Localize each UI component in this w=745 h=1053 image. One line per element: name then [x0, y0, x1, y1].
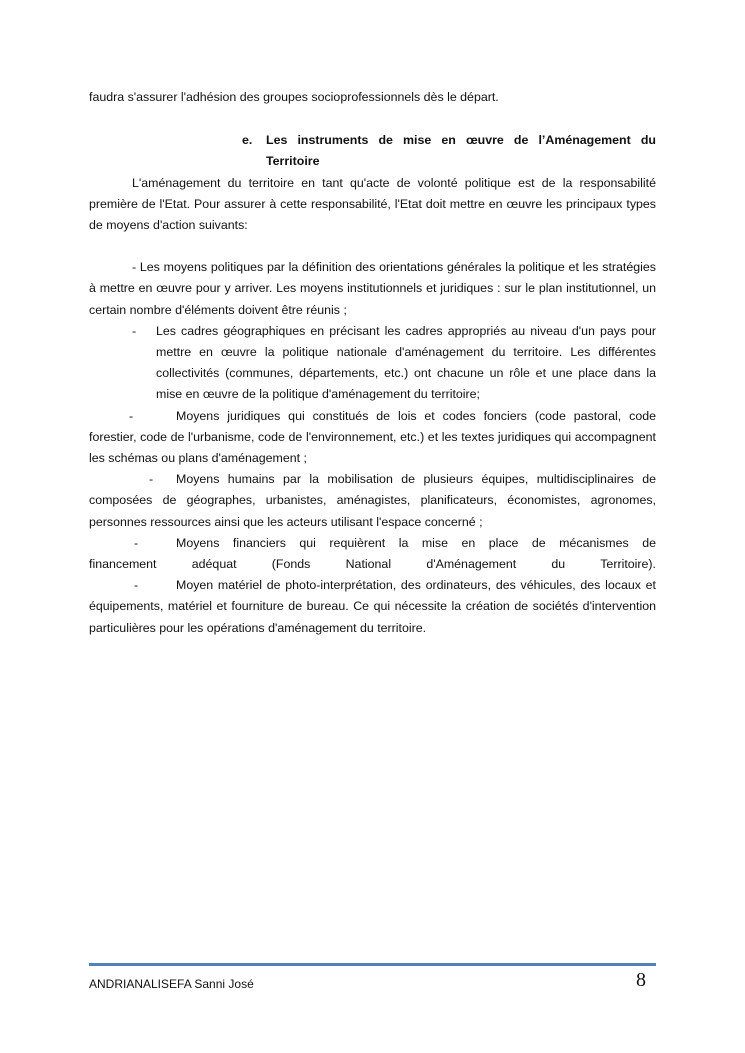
- footer-author: ANDRIANALISEFA Sanni José: [89, 977, 254, 991]
- list-dash: -: [132, 323, 137, 338]
- heading-text: Les instruments de mise en œuvre de l’Aménagement du Territoire: [266, 133, 656, 169]
- list-item-cadres-text: Les cadres géographiques en précisant les cadres appropriés au niveau d'un pays pour mettre en œuvre la politique nationale d'aménagement du territoire. Les différentes collectivités (communes, départements, etc.) ont chacune un rôle et une place dans la mise en œuvre de la politique d'aménagement du territoire;: [156, 323, 656, 402]
- list-item-financiers-text-a: Moyens financiers qui requièrent la mise en place de mécanismes de: [176, 535, 656, 550]
- list-dash: -: [134, 535, 139, 550]
- blank-line: [89, 236, 656, 257]
- list-item-humains: [89, 469, 656, 533]
- list-item-financiers-line1: [89, 533, 656, 554]
- footer-rule: [89, 963, 656, 966]
- heading-number: e.: [242, 133, 253, 148]
- page-number: 8: [636, 969, 646, 991]
- document-body: [89, 87, 656, 639]
- list-dash: -: [134, 578, 139, 593]
- list-item-juridiques-text: Moyens juridiques qui constitués de lois et codes fonciers (code pastoral, code forestier, code de l'urbanisme, code de l'environnement, etc.) et les textes juridiques qui accompagnent les schémas ou plans d'aménagement ;: [89, 408, 656, 466]
- intro-line: faudra s'assurer l'adhésion des groupes socioprofessionnels dès le départ.: [89, 90, 499, 104]
- paragraph-moyens-politiques: - Les moyens politiques par la définition des orientations générales la politique et les stratégies à mettre en œuvre pour y arriver. Les moyens institutionnels et juridiques : sur le plan institutionnel, un certain nombre d'éléments doivent être réunis ;: [89, 260, 656, 317]
- list-dash: -: [149, 472, 154, 487]
- list-item-juridiques: [89, 406, 656, 470]
- list-item-materiel-text: Moyen matériel de photo-interprétation, des ordinateurs, des véhicules, des locaux et équipements, matériel et fourniture de bureau. Ce qui nécessite la création de sociétés d'intervention particulières pour les opérations d'aménagement du territoire.: [89, 578, 656, 635]
- list-item-materiel: [89, 575, 656, 639]
- list-item-cadres: [89, 321, 656, 406]
- list-item-humains-text: Moyens humains par la mobilisation de plusieurs équipes, multidisciplinaires de composées de géographes, urbanistes, aménagistes, planificateurs, économistes, agronomes, personnes ressources ainsi que les acteurs utilisant l'espace concerné ;: [89, 472, 656, 529]
- list-dash: -: [129, 408, 134, 423]
- section-heading: [242, 130, 656, 172]
- paragraph-responsabilite: L'aménagement du territoire en tant qu'acte de volonté politique est de la responsabilité première de l'Etat. Pour assurer à cette responsabilité, l'Etat doit mettre en œuvre les principaux types de moyens d'action suivants:: [89, 175, 656, 233]
- list-item-financiers-line2: financement adéquat (Fonds National d'Aménagement du Territoire).: [89, 557, 656, 572]
